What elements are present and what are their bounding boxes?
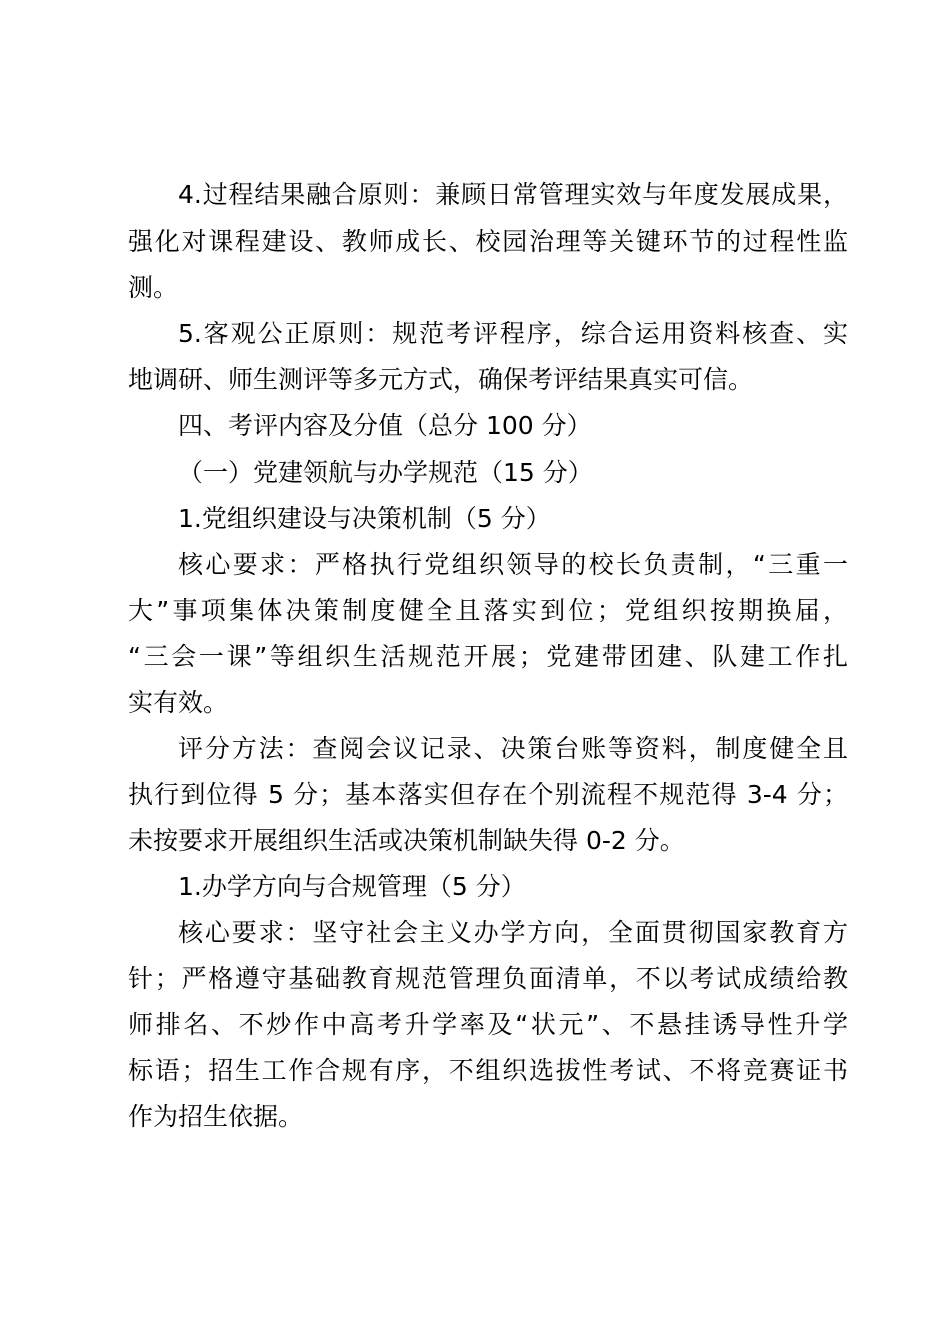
- core-requirement-1-line-4: 实有效。: [128, 688, 229, 717]
- core-requirement-2-line-1: 核心要求：坚守社会主义办学方向，全面贯彻国家教育方: [178, 918, 848, 947]
- para-principle-5-line-2: 地调研、师生测评等多元方式，确保考评结果真实可信。: [128, 365, 754, 394]
- para-principle-4-line-1: 4.过程结果融合原则：兼顾日常管理实效与年度发展成果，: [178, 180, 848, 209]
- para-principle-4-line-3: 测。: [128, 273, 179, 302]
- para-principle-5-line-1: 5.客观公正原则：规范考评程序，综合运用资料核查、实: [178, 319, 848, 348]
- core-requirement-2-line-3: 师排名、不炒作中高考升学率及“状元”、不悬挂诱导性升学: [128, 1010, 848, 1039]
- core-requirement-2-line-5: 作为招生依据。: [128, 1102, 304, 1131]
- item-heading-party-org: 1.党组织建设与决策机制（5 分）: [178, 504, 551, 533]
- scoring-method-1-line-3: 未按要求开展组织生活或决策机制缺失得 0-2 分。: [128, 826, 685, 855]
- scoring-method-1-line-1: 评分方法：查阅会议记录、决策台账等资料，制度健全且: [178, 734, 848, 763]
- para-principle-4-line-2: 强化对课程建设、教师成长、校园治理等关键环节的过程性监: [128, 227, 848, 256]
- core-requirement-2-line-4: 标语；招生工作合规有序，不组织选拔性考试、不将竞赛证书: [128, 1056, 848, 1085]
- core-requirement-1-line-3: “三会一课”等组织生活规范开展；党建带团建、队建工作扎: [128, 642, 848, 671]
- core-requirement-1-line-2: 大”事项集体决策制度健全且落实到位；党组织按期换届，: [128, 596, 848, 625]
- scoring-method-1-line-2: 执行到位得 5 分；基本落实但存在个别流程不规范得 3-4 分；: [128, 780, 848, 809]
- section-heading-4: 四、考评内容及分值（总分 100 分）: [178, 411, 592, 440]
- item-heading-direction: 1.办学方向与合规管理（5 分）: [178, 872, 526, 901]
- subsection-heading-1: （一）党建领航与办学规范（15 分）: [178, 458, 593, 487]
- core-requirement-1-line-1: 核心要求：严格执行党组织领导的校长负责制，“三重一: [178, 550, 848, 579]
- core-requirement-2-line-2: 针；严格遵守基础教育规范管理负面清单，不以考试成绩给教: [128, 964, 848, 993]
